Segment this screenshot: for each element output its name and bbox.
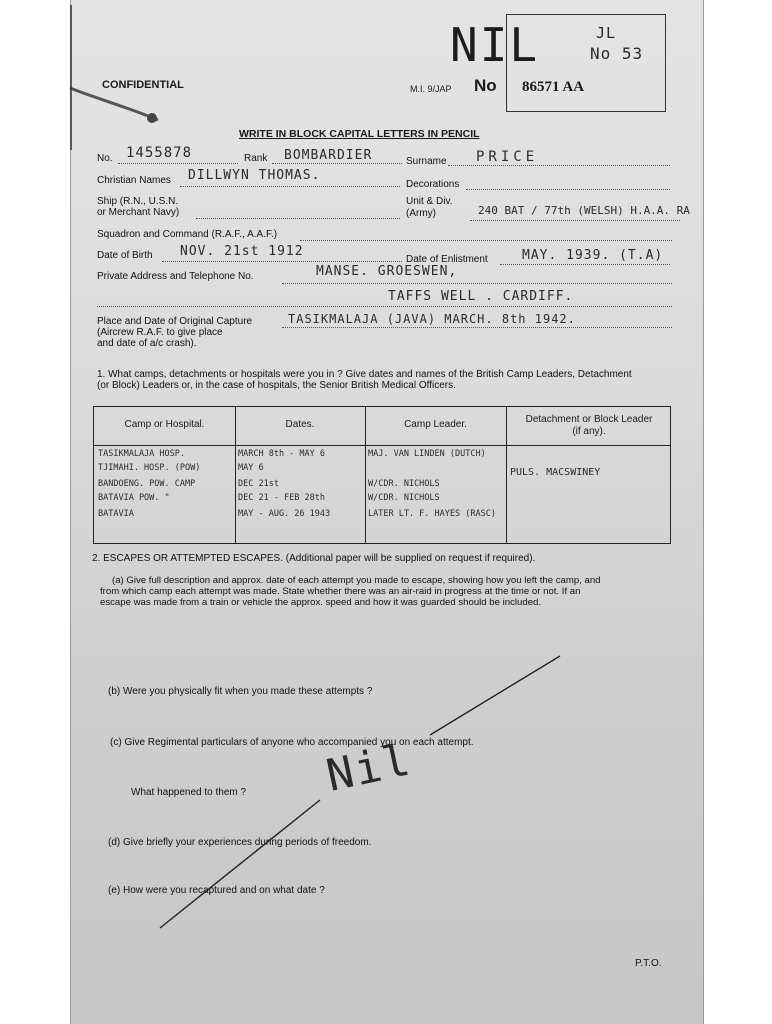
table-cell-camp: TASIKMALAJA HOSP. — [98, 449, 185, 459]
mi-reference: M.I. 9/JAP — [410, 84, 452, 94]
dob-label: Date of Birth — [97, 250, 153, 261]
surname-label: Surname — [406, 156, 447, 167]
enlistment-label: Date of Enlistment — [406, 254, 488, 265]
stamp-code: JL — [596, 24, 617, 42]
unit-value: 240 BAT / 77th (WELSH) H.A.A. RA — [478, 204, 690, 217]
table-cell-dates: MARCH 8th - MAY 6 — [238, 449, 325, 459]
table-cell-camp: BANDOENG. POW. CAMP — [98, 479, 196, 489]
nil-handwritten-top: NIL — [450, 18, 540, 72]
table-cell-camp: BATAVIA — [98, 509, 134, 519]
rank-value: BOMBARDIER — [284, 148, 373, 163]
capture-label-2: (Aircrew R.A.F. to give place — [97, 327, 223, 338]
unit-label-2: (Army) — [406, 208, 436, 219]
q2-heading: 2. ESCAPES OR ATTEMPTED ESCAPES. (Additional paper will be supplied on request if required). — [92, 553, 536, 564]
q2b-text: (b) Were you physically fit when you made these attempts ? — [108, 686, 373, 697]
ship-label-2: or Merchant Navy) — [97, 207, 180, 218]
q2a-text: (a) Give full description and approx. date of each attempt you made to escape, showing how you left the camp, and — [112, 575, 601, 586]
form-number: 86571 AA — [522, 79, 585, 95]
address-line-2: TAFFS WELL . CARDIFF. — [388, 289, 574, 304]
capture-value: TASIKMALAJA (JAVA) MARCH. 8th 1942. — [288, 312, 576, 326]
christian-names-value: DILLWYN THOMAS. — [188, 168, 321, 183]
table-cell-leader: W/CDR. NICHOLS — [368, 493, 440, 503]
table-cell-camp: TJIMAHI. HOSP. (POW) — [98, 463, 201, 473]
table-cell-dates: DEC 21st — [238, 479, 279, 489]
pto-label: P.T.O. — [635, 958, 662, 969]
capture-label: Place and Date of Original Capture — [97, 316, 253, 327]
ship-label: Ship (R.N., U.S.N. — [97, 196, 179, 207]
nil-handwritten-q2: Nil — [322, 734, 417, 802]
table-cell-dates: MAY 6 — [238, 463, 264, 473]
col-leader: Camp Leader. — [404, 419, 467, 430]
confidential-label: CONFIDENTIAL — [102, 79, 184, 91]
table-cell-detachment: PULS. MACSWINEY — [510, 467, 601, 478]
table-cell-camp: BATAVIA POW. " — [98, 493, 170, 503]
no-label: No. — [97, 153, 113, 164]
instruction-heading: WRITE IN BLOCK CAPITAL LETTERS IN PENCIL — [239, 128, 480, 140]
table-cell-leader: LATER LT. F. HAYES (RASC) — [368, 509, 496, 519]
q2c-followup: What happened to them ? — [131, 787, 247, 798]
table-cell-dates: MAY - AUG. 26 1943 — [238, 509, 331, 519]
q2a-text-2: from which camp each attempt was made. State whether there was an air-raid in progress at the time or not. If an — [100, 586, 581, 597]
table-cell-leader: MAJ. VAN LINDEN (DUTCH) — [368, 449, 486, 459]
stamp-number: No 53 — [590, 44, 644, 63]
q2c-text: (c) Give Regimental particulars of anyone who accompanied you on each attempt. — [110, 737, 474, 748]
q2d-text: (d) Give briefly your experiences during periods of freedom. — [108, 837, 372, 848]
q1-text: 1. What camps, detachments or hospitals were you in ? Give dates and names of the British Camp Leaders, Detachment — [97, 369, 632, 380]
squadron-label: Squadron and Command (R.A.F., A.A.F.) — [97, 229, 278, 240]
q2a-text-3: escape was made from a train or vehicle the approx. speed and how it was guarded should be included. — [100, 597, 542, 608]
table-cell-dates: DEC 21 - FEB 28th — [238, 493, 325, 503]
table-cell-leader: W/CDR. NICHOLS — [368, 479, 440, 489]
number-label: No — [474, 76, 497, 95]
surname-value: PRICE — [476, 149, 539, 165]
unit-label: Unit & Div. — [406, 196, 453, 207]
address-label: Private Address and Telephone No. — [97, 271, 254, 282]
col-dates: Dates. — [285, 419, 315, 430]
service-number: 1455878 — [126, 145, 193, 161]
col-camp: Camp or Hospital. — [124, 419, 205, 430]
dob-value: NOV. 21st 1912 — [180, 244, 304, 259]
rank-label: Rank — [244, 153, 268, 164]
q1-text-2: (or Block) Leaders or, in the case of hospitals, the Senior British Medical Officers. — [97, 380, 456, 391]
enlistment-value: MAY. 1939. (T.A) — [522, 248, 664, 263]
capture-label-3: and date of a/c crash). — [97, 338, 197, 349]
q2e-text: (e) How were you recaptured and on what date ? — [108, 885, 325, 896]
christian-names-label: Christian Names — [97, 175, 171, 186]
col-detachment: Detachment or Block Leader (if any). — [525, 414, 653, 437]
decorations-label: Decorations — [406, 179, 460, 190]
address-line-1: MANSE. GROESWEN, — [316, 264, 458, 279]
